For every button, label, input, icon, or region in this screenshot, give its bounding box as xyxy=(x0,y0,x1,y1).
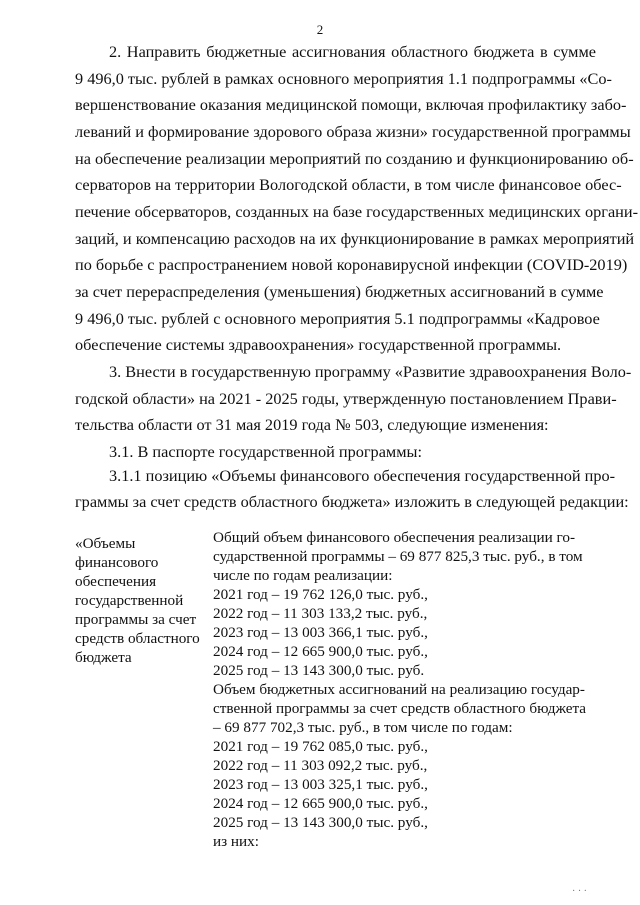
text-line: 2. Направить бюджетные ассигнования областного бюджета в сумме xyxy=(109,42,596,61)
table-cell-line: программы за счет xyxy=(75,611,197,628)
text-line: по борьбе с распространением новой коронавирусной инфекции (COVID-2019) xyxy=(75,255,628,274)
text-line: серваторов на территории Вологодской области, в том числе финансовое обес- xyxy=(75,175,622,194)
text-line: 9 496,0 тыс. рублей в рамках основного мероприятия 1.1 подпрограммы «Со- xyxy=(75,69,612,88)
page-number: 2 xyxy=(316,22,324,37)
table-cell-line: 2023 год – 13 003 366,1 тыс. руб., xyxy=(213,624,428,641)
table-cell-line: из них: xyxy=(213,833,259,850)
text-line: 3. Внести в государственную программу «Развитие здравоохранения Воло- xyxy=(109,362,632,381)
table-cell-line: 2024 год – 12 665 900,0 тыс. руб., xyxy=(213,795,428,812)
table-cell-line: финансового xyxy=(75,554,159,571)
table-cell-line: ственной программы за счет средств областного бюджета xyxy=(213,700,587,717)
table-cell-line: 2024 год – 12 665 900,0 тыс. руб., xyxy=(213,643,428,660)
paragraph-3-1: 3.1. В паспорте государственной программы: xyxy=(109,442,422,461)
text-line: печение обсерваторов, созданных на базе государственных медицинских органи- xyxy=(75,202,639,221)
scan-artifact: · · · xyxy=(572,886,587,897)
table-cell-line: 2022 год – 11 303 133,2 тыс. руб., xyxy=(213,605,428,622)
table-cell-line: числе по годам реализации: xyxy=(213,567,393,584)
table-cell-line: 2021 год – 19 762 126,0 тыс. руб., xyxy=(213,586,428,603)
text-line: 3.1.1 позицию «Объемы финансового обеспечения государственной про- xyxy=(109,466,616,485)
table-cell-line: – 69 877 702,3 тыс. руб., в том числе по годам: xyxy=(213,719,513,736)
text-line: обеспечение системы здравоохранения» государственной программы. xyxy=(75,335,562,354)
text-line: леваний и формирование здорового образа жизни» государственной программы xyxy=(75,122,631,141)
table-cell-line: обеспечения xyxy=(75,573,157,590)
table-cell-line: Общий объем финансового обеспечения реализации го- xyxy=(213,529,575,546)
text-line: на обеспечение реализации мероприятий по созданию и функционированию об- xyxy=(75,149,634,168)
text-line: тельства области от 31 мая 2019 года № 503, следующие изменения: xyxy=(75,415,549,434)
text-line: заций, и компенсацию расходов на их функционирование в рамках мероприятий xyxy=(75,229,635,248)
table-cell-line: бюджета xyxy=(75,649,132,666)
text-line: за счет перераспределения (уменьшения) бюджетных ассигнований в сумме xyxy=(75,282,604,301)
table-cell-line: Объем бюджетных ассигнований на реализацию государ- xyxy=(213,681,585,698)
table-cell-line: государственной xyxy=(75,592,184,609)
table-cell-line: 2025 год – 13 143 300,0 тыс. руб. xyxy=(213,662,425,679)
text-line: вершенствование оказания медицинской помощи, включая профилактику забо- xyxy=(75,95,627,114)
table-cell-line: средств областного xyxy=(75,630,200,647)
table-cell-line: 2023 год – 13 003 325,1 тыс. руб., xyxy=(213,776,428,793)
table-cell-line: 2022 год – 11 303 092,2 тыс. руб., xyxy=(213,757,428,774)
text-line: 9 496,0 тыс. рублей с основного мероприятия 5.1 подпрограммы «Кадровое xyxy=(75,309,600,328)
table-cell-line: 2025 год – 13 143 300,0 тыс. руб., xyxy=(213,814,428,831)
table-cell-line: сударственной программы – 69 877 825,3 тыс. руб., в том xyxy=(213,548,583,565)
table-cell-line: «Объемы xyxy=(75,535,136,552)
text-line: годской области» на 2021 - 2025 годы, утвержденную постановлением Прави- xyxy=(75,389,617,408)
table-cell-line: 2021 год – 19 762 085,0 тыс. руб., xyxy=(213,738,428,755)
text-line: граммы за счет средств областного бюджета» изложить в следующей редакции: xyxy=(75,492,629,511)
